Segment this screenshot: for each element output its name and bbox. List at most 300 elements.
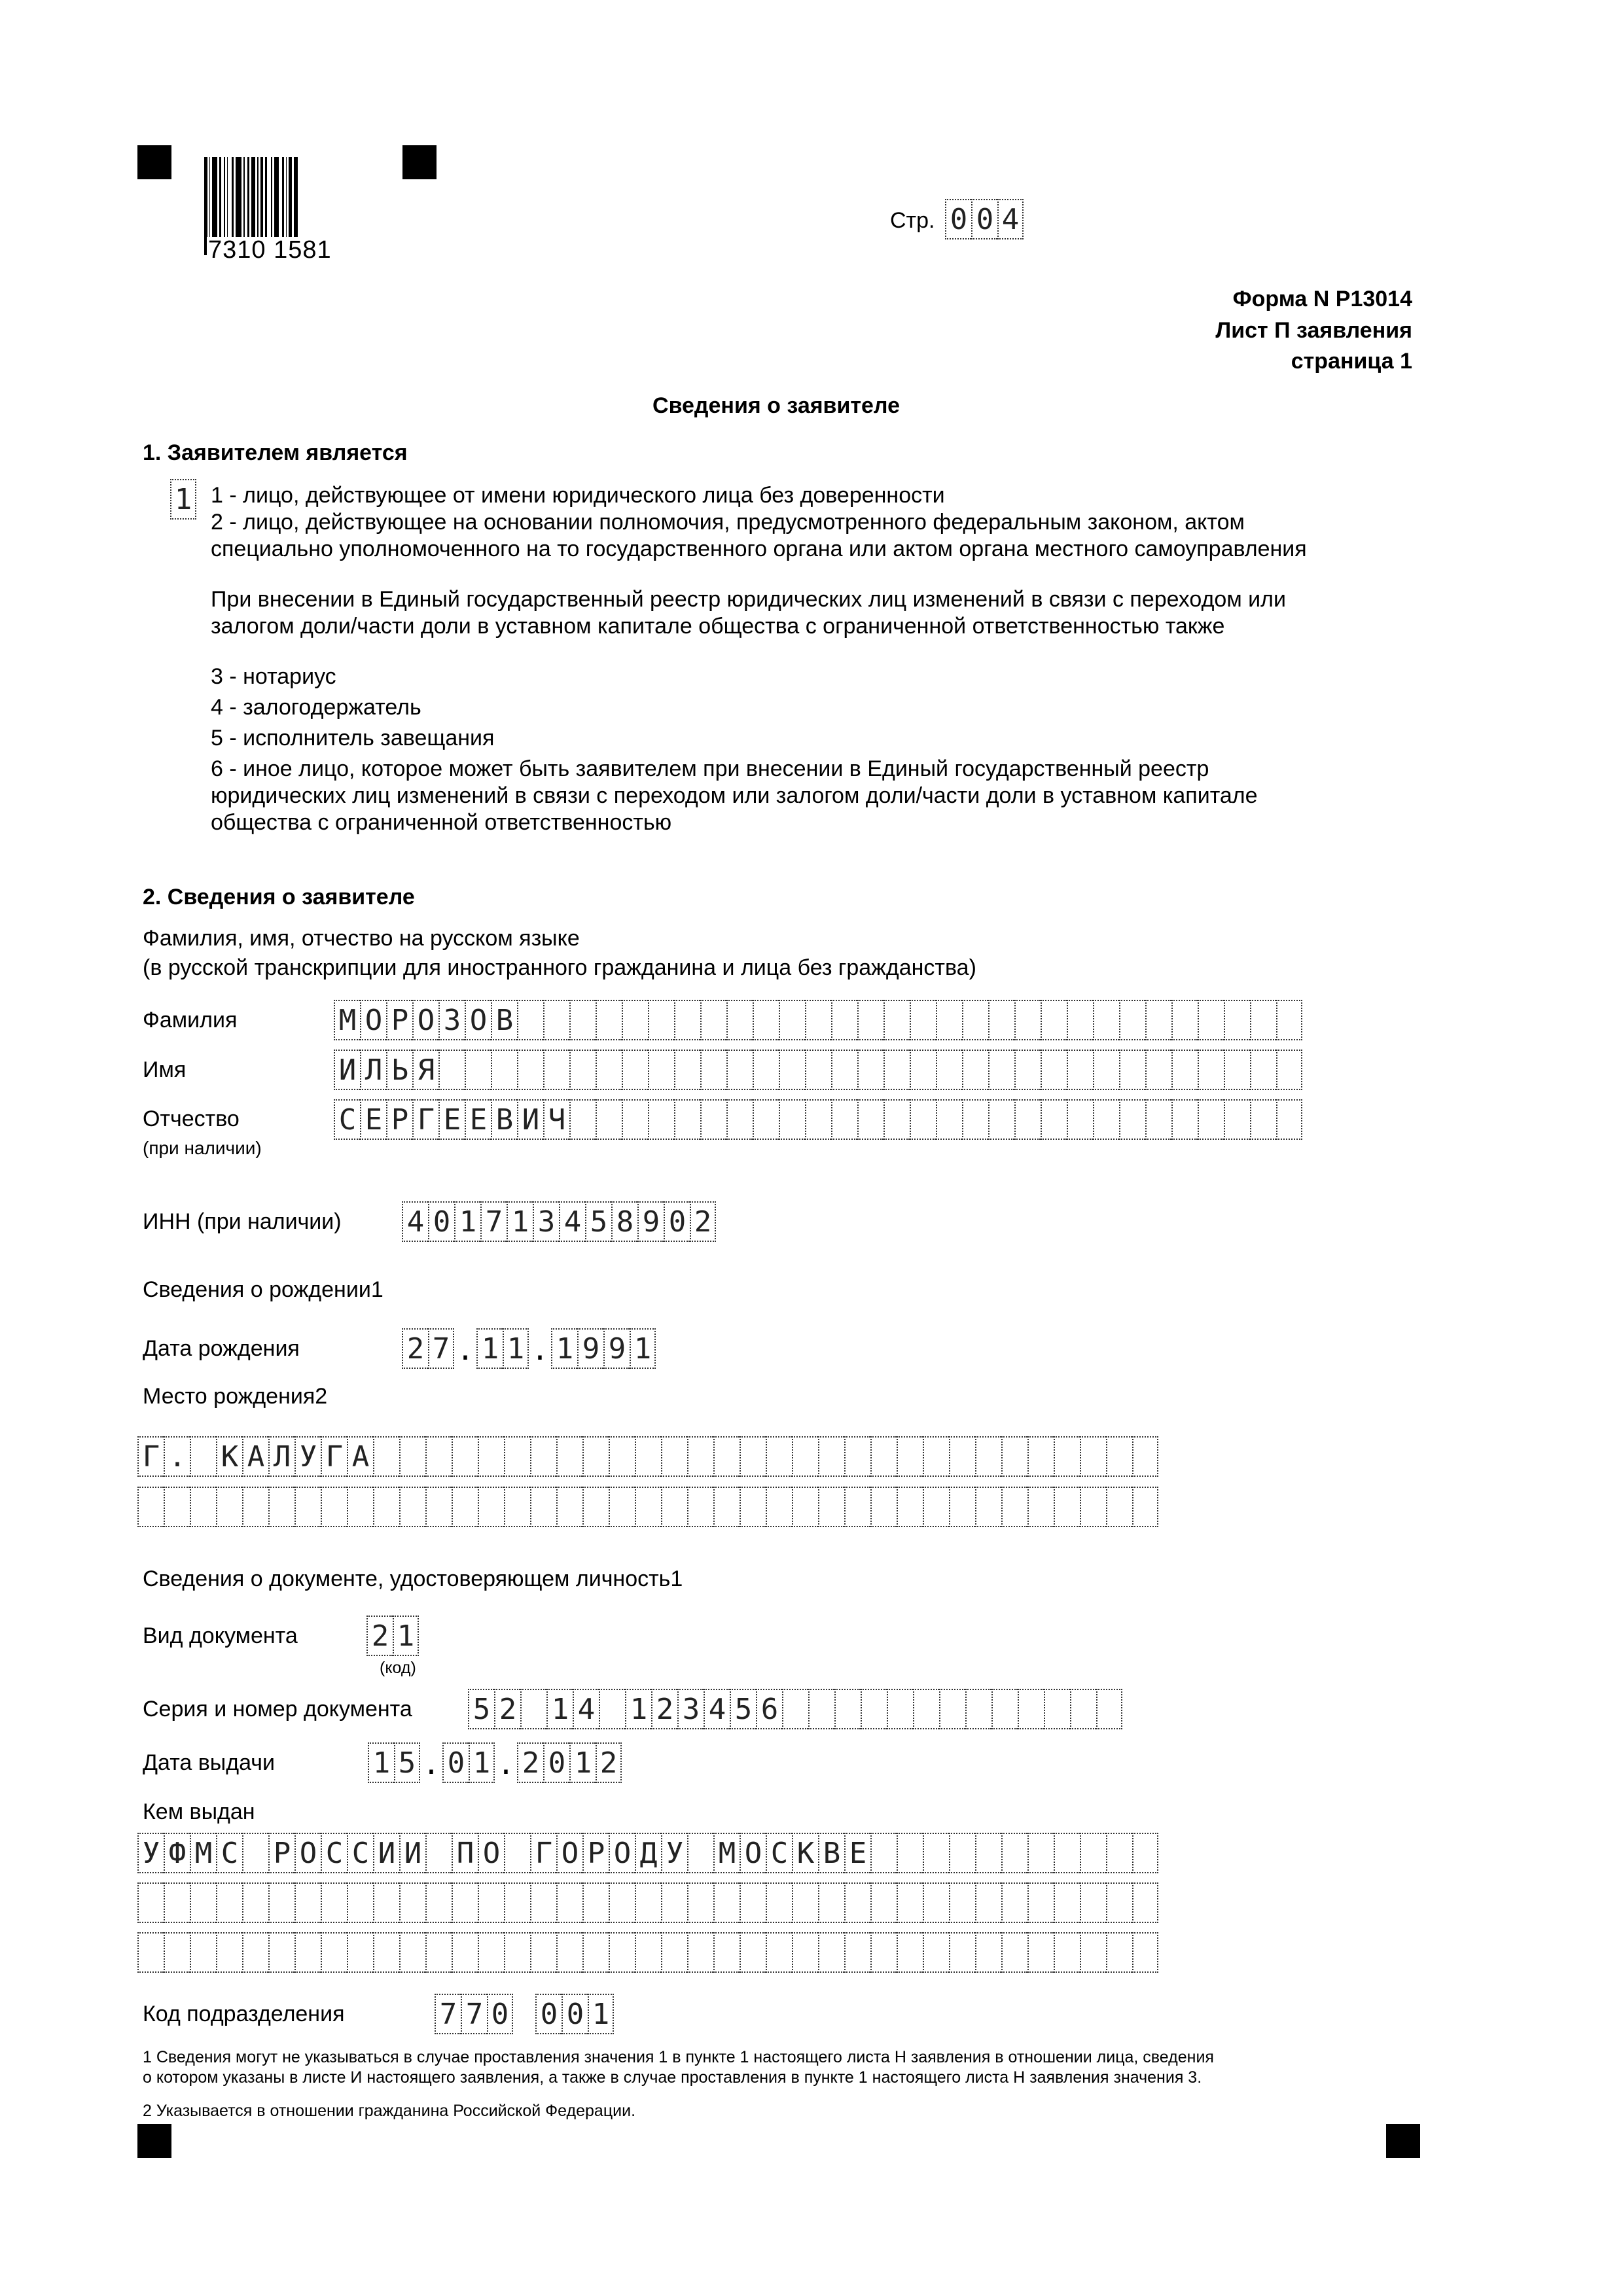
char-cell[interactable]: 1 (588, 1994, 614, 2034)
char-cell[interactable]: 1 (630, 1328, 656, 1369)
issued-by-field-line3[interactable] (137, 1932, 1158, 1973)
char-cell[interactable] (897, 1882, 923, 1923)
char-cell[interactable] (1001, 1487, 1027, 1527)
char-cell[interactable] (883, 1050, 910, 1090)
char-cell[interactable] (687, 1882, 713, 1923)
char-cell[interactable] (923, 1932, 949, 1973)
char-cell[interactable]: С (766, 1833, 792, 1873)
char-cell[interactable] (779, 1000, 805, 1040)
char-cell[interactable] (635, 1487, 661, 1527)
char-cell[interactable]: 1 (454, 1201, 480, 1242)
char-cell[interactable]: У (294, 1436, 321, 1477)
char-cell[interactable] (923, 1833, 949, 1873)
char-cell[interactable]: Ь (386, 1050, 412, 1090)
char-cell[interactable] (190, 1436, 216, 1477)
char-cell[interactable] (936, 1000, 962, 1040)
char-cell[interactable] (347, 1932, 373, 1973)
char-cell[interactable]: 3 (677, 1689, 704, 1729)
char-cell[interactable] (530, 1882, 556, 1923)
char-cell[interactable] (216, 1487, 242, 1527)
char-cell[interactable] (1080, 1436, 1106, 1477)
char-cell[interactable]: 7 (480, 1201, 507, 1242)
char-cell[interactable] (452, 1436, 478, 1477)
division-code-field[interactable] (435, 1994, 614, 2034)
char-cell[interactable] (1041, 1099, 1067, 1140)
char-cell[interactable] (137, 1932, 164, 1973)
char-cell[interactable] (1250, 1050, 1276, 1090)
birth-date-field[interactable] (402, 1328, 656, 1369)
char-cell[interactable]: 2 (517, 1742, 543, 1783)
char-cell[interactable] (1044, 1689, 1070, 1729)
char-cell[interactable] (975, 1882, 1001, 1923)
char-cell[interactable] (831, 1000, 857, 1040)
char-cell[interactable]: 0 (664, 1201, 690, 1242)
char-cell[interactable] (1027, 1882, 1054, 1923)
char-cell[interactable] (582, 1882, 609, 1923)
char-cell[interactable] (753, 1050, 779, 1090)
char-cell[interactable] (1027, 1436, 1054, 1477)
char-cell[interactable] (504, 1436, 530, 1477)
char-cell[interactable]: 5 (468, 1689, 494, 1729)
char-cell[interactable] (478, 1436, 504, 1477)
char-cell[interactable] (1145, 1000, 1171, 1040)
birth-place-field-line2[interactable] (137, 1487, 1158, 1527)
char-cell[interactable] (294, 1487, 321, 1527)
char-cell[interactable]: Г (530, 1833, 556, 1873)
char-cell[interactable] (137, 1882, 164, 1923)
char-cell[interactable]: О (609, 1833, 635, 1873)
char-cell[interactable]: О (465, 1000, 491, 1040)
char-cell[interactable]: 2 (596, 1742, 622, 1783)
char-cell[interactable] (782, 1689, 808, 1729)
char-cell[interactable] (373, 1882, 399, 1923)
char-cell[interactable] (910, 1099, 936, 1140)
char-cell[interactable] (609, 1882, 635, 1923)
char-cell[interactable]: 0 (487, 1994, 513, 2034)
char-cell[interactable] (596, 1050, 622, 1090)
issued-by-field-line1[interactable] (137, 1833, 1158, 1873)
char-cell[interactable] (740, 1487, 766, 1527)
char-cell[interactable] (870, 1932, 897, 1973)
char-cell[interactable] (425, 1436, 452, 1477)
char-cell[interactable] (569, 1050, 596, 1090)
char-cell[interactable] (635, 1436, 661, 1477)
char-cell[interactable]: Е (360, 1099, 386, 1140)
char-cell[interactable] (164, 1487, 190, 1527)
char-cell[interactable]: 7 (428, 1328, 454, 1369)
char-cell[interactable] (740, 1436, 766, 1477)
char-cell[interactable]: Р (582, 1833, 609, 1873)
char-cell[interactable] (674, 1099, 700, 1140)
char-cell[interactable]: 1 (507, 1201, 533, 1242)
char-cell[interactable] (1001, 1436, 1027, 1477)
char-cell[interactable] (582, 1487, 609, 1527)
char-cell[interactable]: 1 (469, 1742, 495, 1783)
char-cell[interactable] (599, 1689, 625, 1729)
char-cell[interactable] (425, 1487, 452, 1527)
char-cell[interactable] (609, 1436, 635, 1477)
char-cell[interactable] (965, 1689, 991, 1729)
char-cell[interactable] (766, 1436, 792, 1477)
char-cell[interactable]: О (412, 1000, 438, 1040)
char-cell[interactable]: 7 (461, 1994, 487, 2034)
char-cell[interactable] (438, 1050, 465, 1090)
char-cell[interactable] (1067, 1099, 1093, 1140)
char-cell[interactable] (818, 1436, 844, 1477)
char-cell[interactable] (887, 1689, 913, 1729)
char-cell[interactable] (491, 1050, 517, 1090)
char-cell[interactable]: И (373, 1833, 399, 1873)
char-cell[interactable]: Я (412, 1050, 438, 1090)
char-cell[interactable] (897, 1487, 923, 1527)
char-cell[interactable] (530, 1487, 556, 1527)
char-cell[interactable] (897, 1436, 923, 1477)
applicant-type-field[interactable] (170, 479, 196, 520)
char-cell[interactable]: 1 (170, 479, 196, 520)
char-cell[interactable] (975, 1833, 1001, 1873)
char-cell[interactable] (962, 1099, 988, 1140)
char-cell[interactable] (913, 1689, 939, 1729)
char-cell[interactable] (242, 1932, 268, 1973)
char-cell[interactable] (805, 1000, 831, 1040)
char-cell[interactable] (425, 1882, 452, 1923)
char-cell[interactable] (1119, 1000, 1145, 1040)
char-cell[interactable]: 1 (393, 1616, 419, 1656)
char-cell[interactable]: С (334, 1099, 360, 1140)
char-cell[interactable] (661, 1487, 687, 1527)
char-cell[interactable] (1171, 1099, 1198, 1140)
char-cell[interactable]: 6 (756, 1689, 782, 1729)
char-cell[interactable] (635, 1932, 661, 1973)
char-cell[interactable] (582, 1932, 609, 1973)
char-cell[interactable] (648, 1099, 674, 1140)
char-cell[interactable] (164, 1882, 190, 1923)
char-cell[interactable]: 7 (435, 1994, 461, 2034)
char-cell[interactable] (949, 1932, 975, 1973)
char-cell[interactable] (1080, 1882, 1106, 1923)
char-cell[interactable]: Д (635, 1833, 661, 1873)
char-cell[interactable] (294, 1932, 321, 1973)
char-cell[interactable] (1054, 1487, 1080, 1527)
char-cell[interactable] (897, 1932, 923, 1973)
char-cell[interactable] (1106, 1487, 1132, 1527)
char-cell[interactable]: И (517, 1099, 543, 1140)
char-cell[interactable] (556, 1436, 582, 1477)
char-cell[interactable] (713, 1932, 740, 1973)
char-cell[interactable] (792, 1932, 818, 1973)
char-cell[interactable] (988, 1099, 1014, 1140)
char-cell[interactable] (923, 1882, 949, 1923)
char-cell[interactable] (700, 1050, 726, 1090)
issued-by-field-line2[interactable] (137, 1882, 1158, 1923)
char-cell[interactable] (1106, 1436, 1132, 1477)
char-cell[interactable] (1014, 1099, 1041, 1140)
char-cell[interactable] (962, 1050, 988, 1090)
char-cell[interactable]: 2 (690, 1201, 716, 1242)
char-cell[interactable]: К (792, 1833, 818, 1873)
char-cell[interactable]: 2 (402, 1328, 428, 1369)
char-cell[interactable] (1093, 1000, 1119, 1040)
char-cell[interactable]: М (190, 1833, 216, 1873)
char-cell[interactable] (1276, 1000, 1302, 1040)
char-cell[interactable]: Е (844, 1833, 870, 1873)
char-cell[interactable] (808, 1689, 834, 1729)
char-cell[interactable] (1041, 1050, 1067, 1090)
char-cell[interactable]: В (491, 1000, 517, 1040)
char-cell[interactable]: С (216, 1833, 242, 1873)
char-cell[interactable] (792, 1436, 818, 1477)
char-cell[interactable]: Ф (164, 1833, 190, 1873)
char-cell[interactable] (399, 1882, 425, 1923)
char-cell[interactable]: 2 (494, 1689, 520, 1729)
char-cell[interactable]: 0 (562, 1994, 588, 2034)
char-cell[interactable] (216, 1932, 242, 1973)
char-cell[interactable] (831, 1099, 857, 1140)
char-cell[interactable] (674, 1050, 700, 1090)
char-cell[interactable] (1106, 1932, 1132, 1973)
char-cell[interactable] (478, 1487, 504, 1527)
char-cell[interactable] (844, 1882, 870, 1923)
char-cell[interactable] (1054, 1833, 1080, 1873)
char-cell[interactable] (478, 1882, 504, 1923)
char-cell[interactable]: 5 (394, 1742, 420, 1783)
char-cell[interactable] (373, 1932, 399, 1973)
char-cell[interactable] (648, 1000, 674, 1040)
char-cell[interactable] (1080, 1932, 1106, 1973)
char-cell[interactable]: С (347, 1833, 373, 1873)
char-cell[interactable] (805, 1050, 831, 1090)
char-cell[interactable] (687, 1833, 713, 1873)
char-cell[interactable] (1027, 1932, 1054, 1973)
char-cell[interactable] (779, 1050, 805, 1090)
char-cell[interactable] (1224, 1000, 1250, 1040)
char-cell[interactable] (242, 1882, 268, 1923)
char-cell[interactable] (569, 1000, 596, 1040)
char-cell[interactable] (648, 1050, 674, 1090)
char-cell[interactable] (1250, 1099, 1276, 1140)
char-cell[interactable]: Г (321, 1436, 347, 1477)
char-cell[interactable]: У (661, 1833, 687, 1873)
char-cell[interactable] (831, 1050, 857, 1090)
char-cell[interactable] (1080, 1487, 1106, 1527)
char-cell[interactable] (268, 1932, 294, 1973)
char-cell[interactable]: Р (268, 1833, 294, 1873)
char-cell[interactable]: 4 (573, 1689, 599, 1729)
char-cell[interactable] (674, 1000, 700, 1040)
char-cell[interactable] (1224, 1099, 1250, 1140)
char-cell[interactable]: В (818, 1833, 844, 1873)
char-cell[interactable] (242, 1487, 268, 1527)
char-cell[interactable]: 1 (551, 1328, 577, 1369)
char-cell[interactable] (517, 1000, 543, 1040)
char-cell[interactable]: З (438, 1000, 465, 1040)
char-cell[interactable]: Л (268, 1436, 294, 1477)
char-cell[interactable]: Г (137, 1436, 164, 1477)
char-cell[interactable]: В (491, 1099, 517, 1140)
char-cell[interactable] (1132, 1932, 1158, 1973)
char-cell[interactable] (137, 1487, 164, 1527)
char-cell[interactable] (347, 1487, 373, 1527)
char-cell[interactable] (1132, 1882, 1158, 1923)
surname-field[interactable] (334, 1000, 1302, 1040)
char-cell[interactable] (452, 1882, 478, 1923)
name-field[interactable] (334, 1050, 1302, 1090)
char-cell[interactable] (949, 1833, 975, 1873)
char-cell[interactable] (1106, 1882, 1132, 1923)
char-cell[interactable]: Е (438, 1099, 465, 1140)
char-cell[interactable]: П (452, 1833, 478, 1873)
char-cell[interactable] (844, 1487, 870, 1527)
char-cell[interactable]: 0 (442, 1742, 469, 1783)
char-cell[interactable] (399, 1932, 425, 1973)
char-cell[interactable] (766, 1882, 792, 1923)
char-cell[interactable]: 0 (535, 1994, 562, 2034)
char-cell[interactable]: М (713, 1833, 740, 1873)
char-cell[interactable] (870, 1436, 897, 1477)
char-cell[interactable] (726, 1050, 753, 1090)
char-cell[interactable] (622, 1050, 648, 1090)
char-cell[interactable] (1014, 1000, 1041, 1040)
char-cell[interactable] (1276, 1099, 1302, 1140)
char-cell[interactable] (530, 1932, 556, 1973)
char-cell[interactable] (373, 1487, 399, 1527)
char-cell[interactable]: 2 (366, 1616, 393, 1656)
char-cell[interactable] (988, 1050, 1014, 1090)
char-cell[interactable] (190, 1882, 216, 1923)
char-cell[interactable]: Ч (543, 1099, 569, 1140)
char-cell[interactable] (700, 1000, 726, 1040)
char-cell[interactable] (504, 1882, 530, 1923)
char-cell[interactable] (164, 1932, 190, 1973)
char-cell[interactable] (766, 1487, 792, 1527)
char-cell[interactable] (975, 1487, 1001, 1527)
char-cell[interactable] (190, 1932, 216, 1973)
char-cell[interactable] (740, 1932, 766, 1973)
char-cell[interactable] (242, 1833, 268, 1873)
char-cell[interactable] (517, 1050, 543, 1090)
char-cell[interactable] (687, 1932, 713, 1973)
char-cell[interactable] (834, 1689, 861, 1729)
char-cell[interactable] (1093, 1050, 1119, 1090)
char-cell[interactable] (939, 1689, 965, 1729)
char-cell[interactable] (465, 1050, 491, 1090)
char-cell[interactable]: Г (412, 1099, 438, 1140)
page-number-field[interactable] (945, 199, 1024, 239)
char-cell[interactable]: . (164, 1436, 190, 1477)
char-cell[interactable]: 1 (546, 1689, 573, 1729)
char-cell[interactable]: 1 (476, 1328, 503, 1369)
char-cell[interactable] (294, 1882, 321, 1923)
char-cell[interactable] (1198, 1099, 1224, 1140)
char-cell[interactable] (635, 1882, 661, 1923)
char-cell[interactable] (1132, 1487, 1158, 1527)
char-cell[interactable] (949, 1487, 975, 1527)
char-cell[interactable]: И (334, 1050, 360, 1090)
doc-number-field[interactable] (468, 1689, 1122, 1729)
char-cell[interactable] (713, 1882, 740, 1923)
char-cell[interactable] (713, 1436, 740, 1477)
char-cell[interactable] (321, 1932, 347, 1973)
char-cell[interactable] (818, 1932, 844, 1973)
char-cell[interactable] (910, 1000, 936, 1040)
char-cell[interactable] (1080, 1833, 1106, 1873)
char-cell[interactable] (949, 1436, 975, 1477)
char-cell[interactable] (740, 1882, 766, 1923)
char-cell[interactable]: 3 (533, 1201, 559, 1242)
char-cell[interactable]: 9 (603, 1328, 630, 1369)
char-cell[interactable] (399, 1436, 425, 1477)
char-cell[interactable] (700, 1099, 726, 1140)
char-cell[interactable] (936, 1099, 962, 1140)
char-cell[interactable]: О (294, 1833, 321, 1873)
patronymic-field[interactable] (334, 1099, 1302, 1140)
char-cell[interactable]: 4 (704, 1689, 730, 1729)
char-cell[interactable] (923, 1487, 949, 1527)
char-cell[interactable] (1145, 1099, 1171, 1140)
char-cell[interactable] (818, 1487, 844, 1527)
char-cell[interactable] (844, 1932, 870, 1973)
char-cell[interactable] (805, 1099, 831, 1140)
char-cell[interactable] (1119, 1099, 1145, 1140)
char-cell[interactable] (1054, 1436, 1080, 1477)
char-cell[interactable] (1070, 1689, 1096, 1729)
char-cell[interactable] (949, 1882, 975, 1923)
char-cell[interactable] (687, 1436, 713, 1477)
char-cell[interactable]: 0 (971, 199, 997, 239)
char-cell[interactable] (425, 1932, 452, 1973)
char-cell[interactable] (504, 1932, 530, 1973)
char-cell[interactable]: 4 (402, 1201, 428, 1242)
char-cell[interactable] (910, 1050, 936, 1090)
char-cell[interactable] (452, 1487, 478, 1527)
char-cell[interactable]: О (478, 1833, 504, 1873)
char-cell[interactable] (569, 1099, 596, 1140)
char-cell[interactable] (857, 1000, 883, 1040)
char-cell[interactable] (622, 1000, 648, 1040)
char-cell[interactable] (190, 1487, 216, 1527)
char-cell[interactable] (713, 1487, 740, 1527)
char-cell[interactable] (818, 1882, 844, 1923)
char-cell[interactable] (425, 1833, 452, 1873)
char-cell[interactable] (609, 1932, 635, 1973)
char-cell[interactable] (844, 1436, 870, 1477)
char-cell[interactable]: 2 (651, 1689, 677, 1729)
char-cell[interactable] (596, 1000, 622, 1040)
char-cell[interactable]: К (216, 1436, 242, 1477)
char-cell[interactable]: 0 (945, 199, 971, 239)
char-cell[interactable] (1067, 1050, 1093, 1090)
char-cell[interactable] (556, 1932, 582, 1973)
char-cell[interactable] (792, 1487, 818, 1527)
char-cell[interactable] (753, 1000, 779, 1040)
char-cell[interactable] (1106, 1833, 1132, 1873)
char-cell[interactable]: 1 (368, 1742, 394, 1783)
char-cell[interactable] (1001, 1882, 1027, 1923)
char-cell[interactable] (726, 1099, 753, 1140)
char-cell[interactable]: О (360, 1000, 386, 1040)
char-cell[interactable] (766, 1932, 792, 1973)
char-cell[interactable] (321, 1487, 347, 1527)
char-cell[interactable] (520, 1689, 546, 1729)
char-cell[interactable] (556, 1487, 582, 1527)
char-cell[interactable] (897, 1833, 923, 1873)
char-cell[interactable] (870, 1487, 897, 1527)
char-cell[interactable]: О (556, 1833, 582, 1873)
char-cell[interactable] (857, 1050, 883, 1090)
char-cell[interactable]: Р (386, 1099, 412, 1140)
char-cell[interactable] (753, 1099, 779, 1140)
char-cell[interactable] (1250, 1000, 1276, 1040)
